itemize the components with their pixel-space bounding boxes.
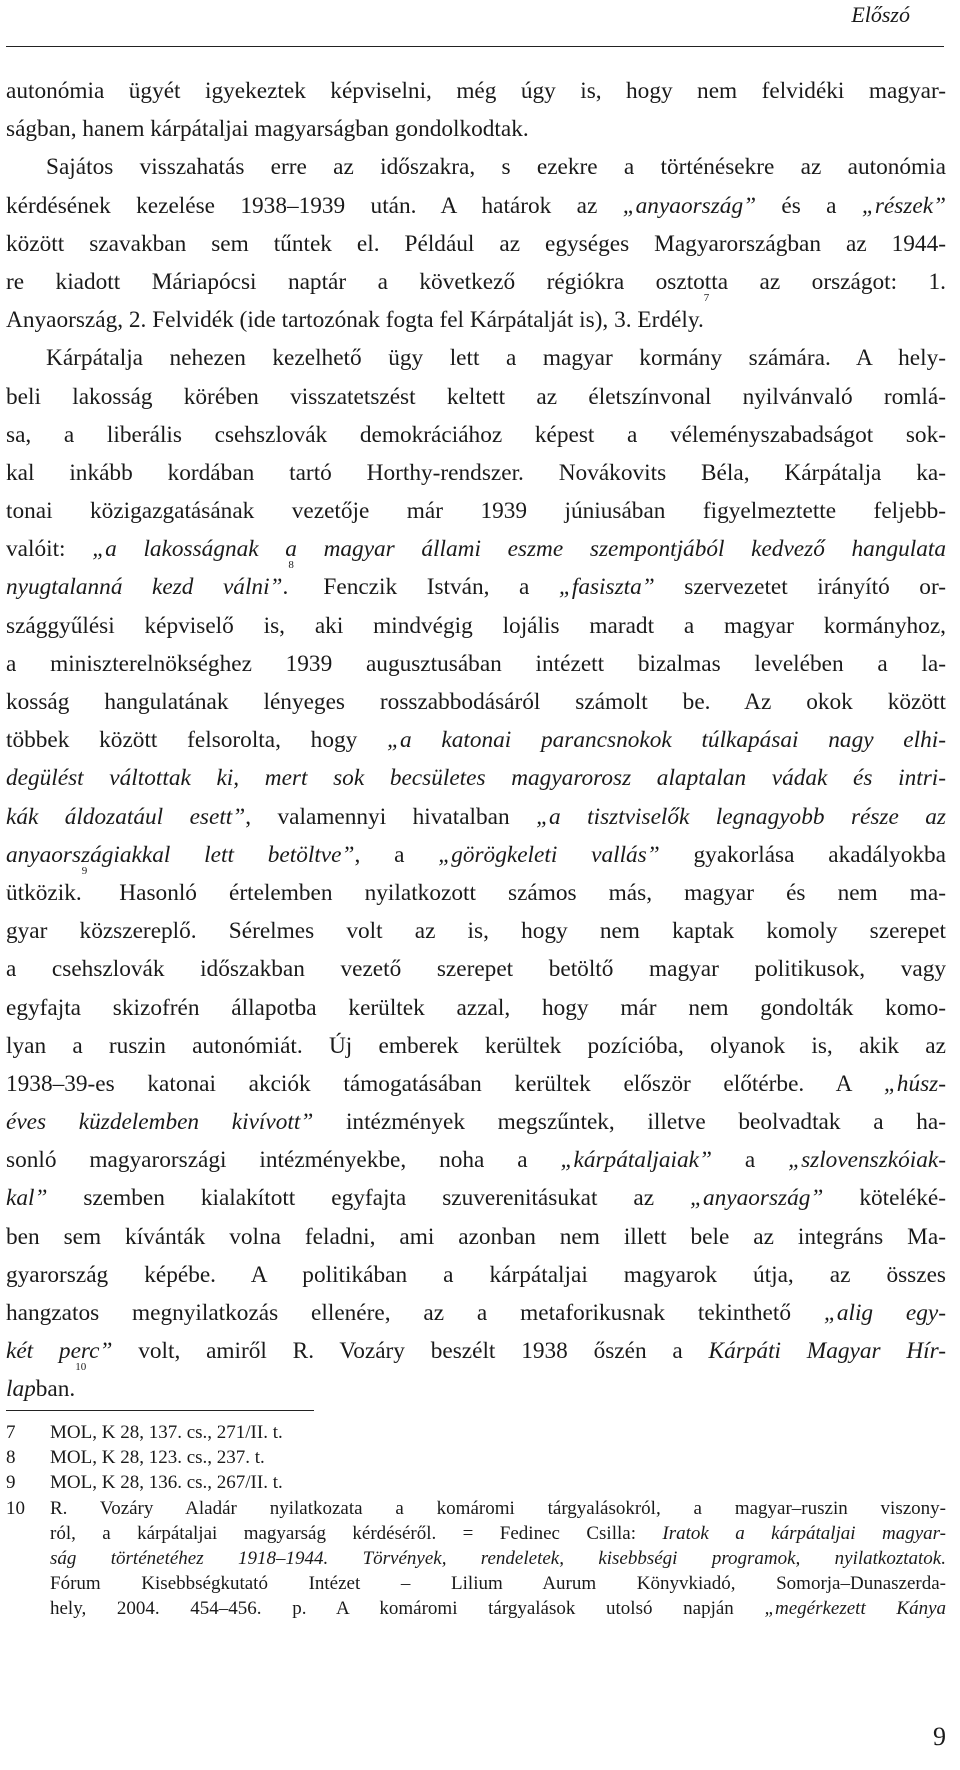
text-line: két perc” volt, amiről R. Vozáry beszélt 1938 őszén a Kárpáti Magyar Hír- (6, 1338, 947, 1365)
footnote-ref: 9 (81, 864, 88, 877)
footnote-number: 8 (6, 1447, 16, 1469)
text-line: a csehszlovák időszakban vezető szerepet betöltő magyar politikusok, vagy (6, 956, 946, 983)
text-line: szággyűlési képviselő is, aki mindvégig lojális maradt a magyar kormányhoz, (6, 612, 946, 639)
text-line: Anyaország, 2. Felvidék (ide tartozónak fogta fel Kárpátalját is), 3. Erdély.$^7$ (6, 292, 710, 334)
footnote-8 (6, 1445, 946, 1470)
text-line: között szavakban sem tűntek el. Például az egységes Magyarországban az 1944- (6, 230, 946, 257)
text-line: kosság hangulatának lényeges rosszabbodásáról számolt be. Az okok között (6, 689, 946, 715)
text-line: többek között felsorolta, hogy „a katonai parancsnokok túlkapásai nagy elhi- (6, 727, 946, 754)
footnotes (6, 1420, 946, 1622)
text-line: lapban.$^{10}$ (6, 1361, 87, 1403)
footnote-text: MOL, K 28, 123. cs., 237. t. (50, 1447, 265, 1469)
text-line: kal” szemben kialakított egyfajta szuverenitásukat az „anyaország” köteléké- (6, 1185, 946, 1212)
text-line: re kiadott Máriapócsi naptár a következő régiókra osztotta az országot: 1. (6, 268, 946, 295)
header-rule (6, 46, 944, 47)
text-line: nyugtalanná kezd válni”.$^8$ Fenczik István, a „fasiszta” szervezetet irányító or- (6, 559, 946, 601)
footnote-text: MOL, K 28, 136. cs., 267/II. t. (50, 1472, 283, 1494)
text-line: kal inkább kordában tartó Horthy-rendszer. Novákovits Béla, Kárpátalja ka- (6, 459, 946, 486)
text-line: kák áldozatául esett”, valamennyi hivatalban „a tisztviselők legnagyobb része az (6, 803, 946, 830)
footnote-10 (6, 1496, 946, 1622)
text-line: ben sem kívánták volna feladni, ami azonban nem illett bele az integráns Ma- (6, 1223, 946, 1250)
text-line: sa, a liberális csehszlovák demokráciához képest a véleményszabadságot sok- (6, 421, 946, 448)
main-text (6, 72, 946, 1409)
text-line: Kárpátalja nehezen kezelhető ügy lett a magyar kormány számára. A hely- (46, 345, 946, 372)
footnote-text: ról, a kárpátaljai magyarság kérdéséről. = Fedinec Csilla: Iratok a kárpátaljai magyar- (50, 1522, 946, 1544)
footnote-rule (6, 1410, 314, 1411)
text-line: degülést váltottak ki, mert sok becsületes magyarorosz alaptalan vádak és intri- (6, 765, 946, 792)
text-line: ütközik.$^9$ Hasonló értelemben nyilatkozott számos más, magyar és nem ma- (6, 864, 946, 906)
text-line: gyar közszereplő. Sérelmes volt az is, hogy nem kaptak komoly szerepet (6, 918, 946, 945)
text-line: gyarország képébe. A politikában a kárpátaljai magyarok útja, az összes (6, 1261, 946, 1288)
text-line: a miniszterelnökséghez 1939 augusztusában intézett bizalmas levelében a la- (6, 650, 946, 677)
text-line: autonómia ügyét igyekeztek képviselni, még úgy is, hogy nem felvidéki magyar- (6, 78, 946, 104)
text-line: egyfajta skizofrén állapotba kerültek azzal, hogy már nem gondolták komo- (6, 994, 946, 1021)
text-line: 1938–39-es katonai akciók támogatásában kerültek először előtérbe. A „húsz- (6, 1070, 946, 1097)
text-line: beli lakosság körében visszatetszést keltett az életszínvonal nyilvánvaló romlá- (6, 383, 946, 410)
text-line: ságban, hanem kárpátaljai magyarságban gondolkodtak. (6, 116, 529, 143)
footnote-ref: 10 (75, 1361, 87, 1374)
text-line: sonló magyarországi intézményekbe, noha a „kárpátaljaiak” a „szlovenszkóiak- (6, 1147, 946, 1174)
footnote-number: 9 (6, 1472, 16, 1494)
footnote-text: hely, 2004. 454–456. p. A komáromi tárgyalások utolsó napján „megérkezett Kánya (50, 1598, 946, 1620)
footnote-9 (6, 1470, 946, 1495)
footnote-7 (6, 1420, 946, 1445)
footnote-ref: 8 (288, 559, 294, 572)
footnote-text: ság történetéhez 1918–1944. Törvények, rendeletek, kisebbségi programok, nyilatkoztatok. (50, 1547, 946, 1569)
text-line: kérdésének kezelése 1938–1939 után. A határok az „anyaország” és a „részek” (6, 192, 946, 219)
footnote-ref: 7 (703, 292, 710, 305)
text-line: hangzatos megnyilatkozás ellenére, az a metaforikusnak tekinthető „alig egy- (6, 1300, 946, 1326)
page-number: 9 (933, 1722, 946, 1751)
footnote-text: R. Vozáry Aladár nyilatkozata a komáromi tárgyalásokról, a magyar–ruszin viszony- (50, 1497, 946, 1519)
text-line: tonai közigazgatásának vezetője már 1939 júniusában figyelmeztette feljebb- (6, 498, 946, 525)
text-line: anyaországiakkal lett betöltve”, a „görögkeleti vallás” gyakorlása akadályokba (6, 841, 946, 868)
footnote-text: MOL, K 28, 137. cs., 271/II. t. (50, 1422, 283, 1443)
text-line: valóit: „a lakosságnak a magyar állami eszme szempontjából kedvező hangulata (6, 536, 946, 563)
running-header: Előszó (851, 2, 910, 27)
footnote-number: 10 (6, 1497, 25, 1519)
text-line: Sajátos visszahatás erre az időszakra, s ezekre a történésekre az autonómia (46, 154, 946, 181)
footnote-number: 7 (6, 1422, 16, 1443)
footnote-text: Fórum Kisebbségkutató Intézet – Lilium Aurum Könyvkiadó, Somorja–Dunaszerda- (50, 1573, 946, 1595)
text-line: éves küzdelemben kivívott” intézmények megszűntek, illetve beolvadtak a ha- (6, 1109, 946, 1136)
text-line: lyan a ruszin autonómiát. Új emberek kerültek pozícióba, olyanok is, akik az (6, 1032, 946, 1059)
